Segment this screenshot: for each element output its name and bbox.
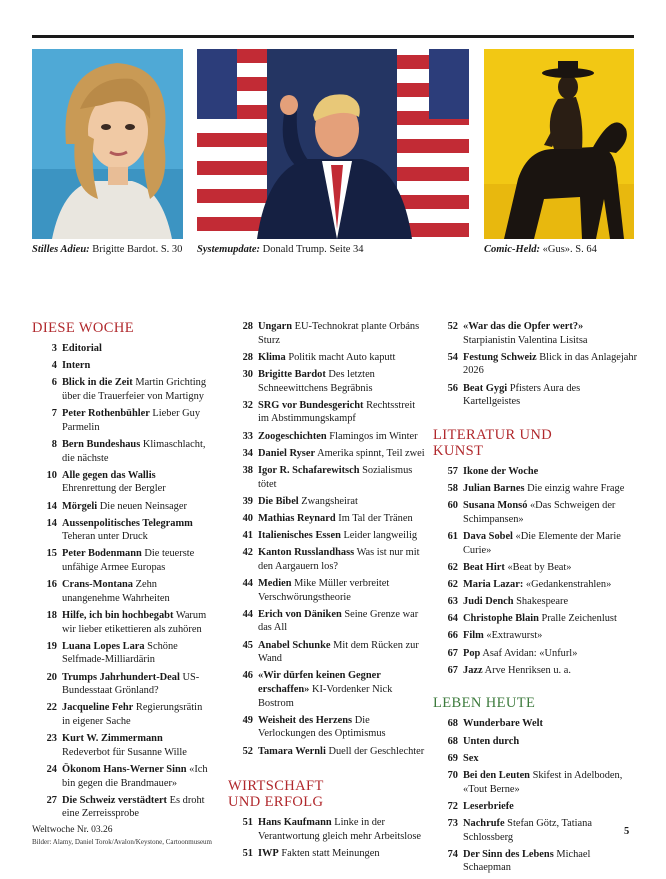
caption-text: «Gus». S. 64 — [540, 244, 597, 255]
toc-description: KI-Vordenker Nick Bostrom — [258, 683, 393, 709]
toc-description: Shakespeare — [513, 596, 569, 608]
toc-title: Judi Dench — [463, 596, 514, 608]
toc-description: Fakten statt Meinungen — [278, 847, 380, 859]
toc-title: Unten durch — [463, 735, 520, 747]
toc-list — [228, 816, 428, 860]
toc-page-number: 8 — [51, 438, 57, 450]
toc-title: Kurt W. Zimmermann — [62, 733, 163, 745]
toc-description: Pralle Zeichenlust — [538, 613, 617, 625]
toc-page-number: 51 — [242, 817, 253, 829]
toc-page-number: 28 — [242, 351, 253, 363]
toc-description: «Gedankenstrahlen» — [523, 578, 612, 590]
toc-entry — [228, 639, 428, 666]
toc-title: Pop — [463, 647, 481, 659]
toc-description: Seine Grenze war das All — [258, 608, 419, 634]
toc-description: Stefan Götz, Tatiana Schlossberg — [463, 817, 592, 843]
toc-entry — [32, 376, 212, 403]
toc-page-number: 14 — [46, 517, 57, 529]
toc-title: Bei den Leuten — [463, 769, 530, 781]
toc-entry — [228, 399, 428, 426]
toc-entry — [32, 701, 212, 728]
toc-description: Die Verlockungen des Optimismus — [258, 714, 386, 740]
toc-description: Zehn unangenehme Wahrheiten — [62, 579, 170, 604]
toc-title: Erich von Däniken — [258, 608, 342, 620]
toc-description: Regierungsrätin in eigener Sache — [62, 702, 203, 727]
toc-page-number: 20 — [46, 671, 57, 683]
toc-entry — [228, 447, 428, 461]
toc-entry — [32, 359, 212, 373]
caption-text: Brigitte Bardot. S. 30 — [89, 244, 183, 255]
toc-entry — [433, 561, 638, 575]
toc-entry — [433, 351, 638, 378]
toc-description: Klimaschlacht, die nächste — [62, 438, 206, 464]
toc-entry — [32, 469, 212, 496]
toc-title: Intern — [62, 360, 91, 372]
toc-description: Die neuen Neinsager — [97, 500, 187, 512]
toc-title: Jacqueline Fehr — [62, 702, 134, 714]
toc-entry — [32, 438, 212, 465]
toc-list — [228, 320, 428, 758]
toc-column-1 — [32, 320, 212, 825]
toc-page-number: 39 — [242, 495, 253, 507]
toc-title: Hilfe, ich bin hochbegabt — [62, 610, 174, 622]
caption-lead: Stilles Adieu: — [32, 244, 90, 255]
toc-description: Die einzig wahre Frage — [524, 482, 625, 494]
toc-page-number: 34 — [242, 447, 253, 459]
toc-title: Italienisches Essen — [258, 530, 341, 542]
toc-entry — [433, 769, 638, 796]
caption-comic — [484, 244, 597, 255]
toc-title: Brigitte Bardot — [258, 368, 326, 380]
toc-title: Festung Schweiz — [463, 351, 537, 363]
toc-title: Peter Bodenmann — [62, 548, 142, 560]
photo-bardot — [32, 49, 183, 239]
toc-description: Ehrenrettung der Bergler — [62, 483, 166, 495]
caption-lead: Comic-Held: — [484, 244, 540, 255]
toc-description: Asaf Avidan: «Unfurl» — [480, 647, 578, 659]
toc-description: Zwangsheirat — [298, 495, 358, 507]
toc-entry — [228, 816, 428, 843]
toc-page-number: 3 — [51, 343, 57, 354]
toc-description: Michael Schaepman — [463, 848, 591, 874]
toc-entry — [228, 546, 428, 573]
toc-entry — [433, 595, 638, 609]
toc-entry — [228, 320, 428, 347]
toc-title: Zoogeschichten — [258, 430, 327, 442]
toc-entry — [228, 512, 428, 526]
toc-page-number: 16 — [46, 579, 57, 591]
image-credits: Bilder: Alamy, Daniel Torok/Avalon/Keystone, Cartoonmuseum — [32, 838, 212, 846]
toc-page-number: 42 — [242, 547, 253, 559]
toc-description: Mike Müller verbreitet Verschwörungstheorie — [258, 578, 390, 603]
caption-trump — [197, 244, 364, 255]
toc-description: «Extrawurst» — [483, 630, 543, 642]
caption-bardot — [32, 244, 182, 255]
toc-entry — [433, 752, 638, 766]
toc-entry — [228, 608, 428, 635]
toc-entry — [32, 578, 212, 605]
toc-description: EU-Technokrat plante Orbáns Sturz — [258, 321, 420, 346]
toc-title: Die Bibel — [258, 495, 299, 507]
toc-page-number: 44 — [242, 608, 253, 620]
toc-page-number: 68 — [447, 718, 458, 730]
toc-entry — [433, 800, 638, 814]
toc-description: Mit dem Rücken zur Wand — [258, 639, 419, 665]
toc-title: Maria Lazar: — [463, 578, 524, 590]
toc-description: Des letzten Schneewittchens Begräbnis — [258, 368, 375, 394]
toc-description: «Die Elemente der Marie Curie» — [463, 530, 621, 556]
toc-title: Mörgeli — [62, 500, 98, 512]
page-number: 5 — [624, 826, 630, 837]
toc-page-number: 56 — [447, 382, 458, 394]
toc-title: Aussenpolitisches Telegramm — [62, 517, 193, 529]
toc-column-2 — [228, 320, 428, 864]
toc-entry — [32, 671, 212, 698]
toc-page-number: 46 — [242, 670, 253, 682]
toc-entry — [228, 847, 428, 861]
toc-description: Pfisters Aura des Kartellgeistes — [463, 382, 581, 408]
toc-description: Es droht eine Zerreissprobe — [62, 794, 205, 820]
toc-page-number: 38 — [242, 464, 253, 476]
caption-text: Donald Trump. Seite 34 — [260, 244, 364, 255]
toc-description: «Ich bin gegen die Brandmauer» — [62, 763, 208, 789]
toc-title: Anabel Schunke — [258, 639, 331, 651]
toc-title: Weisheit des Herzens — [258, 714, 353, 726]
toc-description: Leider langweilig — [340, 530, 418, 542]
toc-description: Skifest in Adelboden, «Tout Berne» — [463, 769, 623, 795]
toc-title: Christophe Blain — [463, 613, 539, 625]
toc-title: Beat Gygi — [463, 382, 508, 394]
toc-title: Peter Rothenbühler — [62, 408, 150, 420]
toc-title: Sex — [463, 752, 479, 764]
toc-entry — [433, 499, 638, 526]
toc-page-number: 52 — [242, 745, 253, 757]
toc-entry — [32, 500, 212, 514]
toc-entry — [32, 342, 212, 356]
toc-page-number: 23 — [46, 733, 57, 745]
toc-page-number: 52 — [447, 321, 458, 332]
toc-description: Linke in der Verantwortung gleich mehr Arbeitslose — [258, 817, 422, 842]
toc-description: Lieber Guy Parmelin — [62, 408, 201, 433]
section-heading-diese-woche: DIESE WOCHE — [32, 320, 134, 336]
toc-page-number: 64 — [447, 613, 458, 625]
toc-description: Flamingos im Winter — [326, 430, 418, 442]
toc-entry — [433, 530, 638, 557]
toc-list — [433, 717, 638, 875]
toc-title: Ökonom Hans-Werner Sinn — [62, 763, 187, 775]
toc-title: Editorial — [62, 343, 102, 354]
toc-entry — [228, 351, 428, 365]
toc-page-number: 70 — [447, 769, 458, 781]
toc-entry — [228, 464, 428, 491]
toc-description: «Beat by Beat» — [504, 561, 572, 573]
toc-title: Daniel Ryser — [258, 447, 316, 459]
toc-page-number: 63 — [447, 596, 458, 608]
toc-entry — [32, 547, 212, 574]
toc-entry — [433, 320, 638, 347]
toc-description: Martin Grichting über die Trauerfeier von Martigny — [62, 377, 207, 402]
toc-entry — [32, 763, 212, 790]
toc-entry — [228, 529, 428, 543]
toc-page-number: 54 — [447, 351, 458, 363]
toc-page-number: 7 — [51, 408, 57, 420]
toc-entry — [228, 577, 428, 604]
toc-page-number: 62 — [447, 561, 458, 573]
toc-page-number: 28 — [242, 321, 253, 332]
toc-entry — [433, 664, 638, 678]
toc-title: IWP — [258, 847, 279, 859]
toc-page-number: 44 — [242, 578, 253, 590]
toc-description: Rechtsstreit im Abstimmungskampf — [258, 399, 416, 425]
toc-page-number: 22 — [46, 702, 57, 714]
toc-description: Arve Henriksen u. a. — [482, 664, 571, 676]
toc-page-number: 27 — [46, 794, 57, 806]
toc-title: Medien — [258, 578, 292, 590]
toc-title: Hans Kaufmann — [258, 817, 332, 829]
toc-page-number: 24 — [46, 763, 57, 775]
toc-entry — [32, 794, 212, 821]
section-heading-wirtschaft: WIRTSCHAFT UND ERFOLG — [228, 778, 324, 811]
toc-entry — [228, 430, 428, 444]
toc-title: SRG vor Bundesgericht — [258, 399, 364, 411]
toc-title: Julian Barnes — [463, 482, 525, 494]
issue-label: Weltwoche Nr. 03.26 — [32, 825, 113, 835]
toc-title: Ungarn — [258, 321, 293, 332]
toc-title: Susana Monsó — [463, 500, 528, 512]
toc-title: Dava Sobel — [463, 530, 513, 542]
toc-title: Tamara Wernli — [258, 745, 326, 757]
toc-page-number: 4 — [51, 360, 57, 372]
toc-title: Beat Hirt — [463, 561, 505, 573]
toc-title: Mathias Reynard — [258, 512, 336, 524]
toc-entry — [228, 714, 428, 741]
toc-entry — [433, 578, 638, 592]
toc-page-number: 62 — [447, 578, 458, 590]
toc-page-number: 40 — [242, 512, 253, 524]
toc-title: Igor R. Schafarewitsch — [258, 464, 360, 476]
toc-description: Teheran unter Druck — [62, 531, 148, 543]
toc-page-number: 67 — [447, 647, 458, 659]
toc-title: Nachrufe — [463, 817, 505, 829]
toc-title: Crans-Montana — [62, 579, 134, 591]
toc-page-number: 60 — [447, 500, 458, 512]
toc-page-number: 57 — [447, 465, 458, 477]
toc-title: Ikone der Woche — [463, 465, 539, 477]
toc-entry — [32, 609, 212, 636]
toc-entry — [32, 517, 212, 544]
toc-page-number: 69 — [447, 752, 458, 764]
toc-description: Blick in das Anlagejahr 2026 — [463, 351, 638, 377]
toc-entry — [228, 495, 428, 509]
toc-entry — [32, 732, 212, 759]
toc-description: Amerika spinnt, Teil zwei — [315, 447, 425, 459]
toc-title: Kanton Russlandhass — [258, 547, 355, 559]
section-heading-literatur: LITERATUR UND KUNST — [433, 426, 553, 459]
toc-page-number: 14 — [46, 500, 57, 512]
toc-page-number: 18 — [46, 610, 57, 622]
toc-title: Klima — [258, 351, 286, 363]
toc-page-number: 6 — [51, 377, 57, 389]
toc-page-number: 58 — [447, 482, 458, 494]
toc-description: Redeverbot für Susanne Wille — [62, 746, 187, 758]
toc-page-number: 15 — [46, 548, 57, 560]
toc-entry — [433, 817, 638, 844]
toc-column-3 — [433, 320, 638, 879]
toc-description: Im Tal der Tränen — [335, 512, 413, 524]
toc-page-number: 66 — [447, 630, 458, 642]
toc-description: US-Bundesstaat Grönland? — [62, 671, 200, 697]
toc-title: Die Schweiz verstädtert — [62, 794, 168, 806]
toc-entry — [433, 735, 638, 749]
toc-title: Luana Lopes Lara — [62, 640, 145, 652]
caption-lead: Systemupdate: — [197, 244, 260, 255]
toc-title: Der Sinn des Lebens — [463, 848, 554, 860]
toc-entry — [228, 745, 428, 759]
toc-description: Sozialismus tötet — [258, 464, 413, 490]
toc-page-number: 72 — [447, 800, 458, 812]
toc-title: Alle gegen das Wallis — [62, 469, 156, 481]
toc-page-number: 19 — [46, 640, 57, 652]
toc-page-number: 67 — [447, 664, 458, 676]
toc-description: Starpianistin Valentina Lisitsa — [463, 334, 588, 346]
toc-description: Duell der Geschlechter — [325, 745, 425, 757]
toc-entry — [228, 368, 428, 395]
toc-title: Leserbriefe — [463, 800, 514, 812]
toc-title: «Wir dürfen keinen Gegner erschaffen» — [258, 670, 381, 695]
toc-page-number: 41 — [242, 530, 253, 542]
toc-page-number: 33 — [242, 430, 253, 442]
toc-entry — [433, 647, 638, 661]
toc-description: Schöne Selfmade-Milliardärin — [62, 640, 178, 666]
toc-title: Wunderbare Welt — [463, 718, 543, 730]
toc-description: Warum wir lieber etikettieren als zuhören — [62, 610, 207, 635]
toc-entry — [32, 407, 212, 434]
toc-entry — [228, 669, 428, 710]
toc-description: Die teuerste unfähige Armee Europas — [62, 548, 195, 574]
toc-page-number: 68 — [447, 735, 458, 747]
toc-page-number: 74 — [447, 848, 458, 860]
toc-description: Politik macht Auto kaputt — [285, 351, 396, 363]
toc-title: Jazz — [463, 664, 483, 676]
toc-entry — [433, 717, 638, 731]
toc-list — [32, 342, 212, 821]
toc-page-number: 10 — [46, 469, 57, 481]
toc-entry — [433, 848, 638, 875]
toc-description: Was ist nur mit den Aargauern los? — [258, 547, 420, 572]
toc-title: «War das die Opfer wert?» — [463, 321, 584, 332]
toc-page-number: 45 — [242, 639, 253, 651]
photo-trump — [197, 49, 469, 239]
toc-page-number: 49 — [242, 714, 253, 726]
toc-entry — [32, 640, 212, 667]
toc-title: Blick in die Zeit — [62, 377, 133, 389]
toc-page-number: 30 — [242, 368, 253, 380]
toc-entry — [433, 382, 638, 409]
toc-page-number: 32 — [242, 399, 253, 411]
toc-list — [433, 465, 638, 678]
toc-page-number: 61 — [447, 530, 458, 542]
toc-page-number: 51 — [242, 847, 253, 859]
section-heading-leben-heute: LEBEN HEUTE — [433, 695, 536, 712]
toc-entry — [433, 629, 638, 643]
toc-list — [433, 320, 638, 409]
toc-entry — [433, 465, 638, 479]
toc-entry — [433, 612, 638, 626]
toc-title: Trumps Jahrhundert-Deal — [62, 671, 180, 683]
toc-page-number: 73 — [447, 817, 458, 829]
toc-entry — [433, 482, 638, 496]
toc-title: Film — [463, 630, 484, 642]
photo-comic-gus — [484, 49, 634, 239]
toc-description: «Das Schweigen der Schimpansen» — [463, 500, 616, 525]
top-rule — [32, 35, 634, 38]
toc-title: Bern Bundeshaus — [62, 438, 141, 450]
